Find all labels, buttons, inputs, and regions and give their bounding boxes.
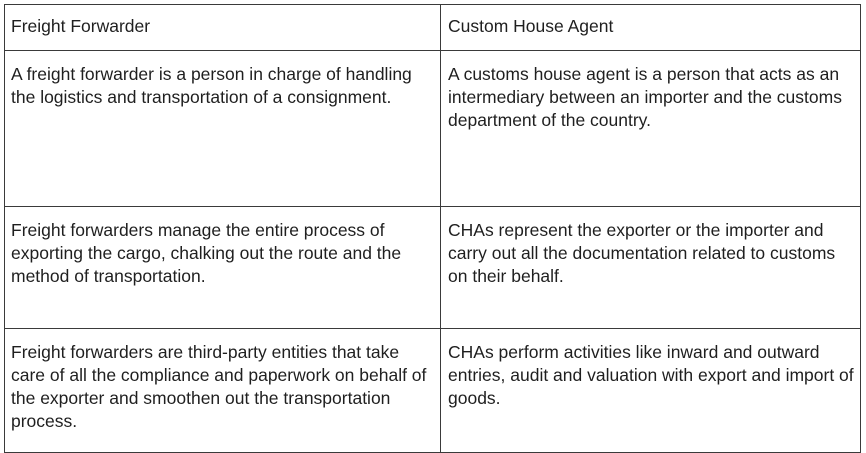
table-cell-freight-forwarder: A freight forwarder is a person in charge of handling the logistics and transportation of a consignment.: [5, 51, 441, 207]
comparison-table: [4, 4, 861, 453]
table-cell-custom-house-agent: CHAs perform activities like inward and outward entries, audit and valuation with export and import of goods.: [441, 329, 861, 453]
table-row: [5, 51, 861, 207]
table-cell-freight-forwarder: Freight forwarders manage the entire process of exporting the cargo, chalking out the route and the method of transportation.: [5, 207, 441, 329]
table-cell-freight-forwarder: Freight forwarders are third-party entities that take care of all the compliance and paperwork on behalf of the exporter and smoothen out the transportation process.: [5, 329, 441, 453]
header-custom-house-agent: Custom House Agent: [441, 5, 861, 51]
table-row: [5, 329, 861, 453]
table-cell-custom-house-agent: A customs house agent is a person that acts as an intermediary between an importer and the customs department of the country.: [441, 51, 861, 207]
table-cell-custom-house-agent: CHAs represent the exporter or the importer and carry out all the documentation related to customs on their behalf.: [441, 207, 861, 329]
table-header-row: [5, 5, 861, 51]
header-freight-forwarder: Freight Forwarder: [5, 5, 441, 51]
table-row: [5, 207, 861, 329]
